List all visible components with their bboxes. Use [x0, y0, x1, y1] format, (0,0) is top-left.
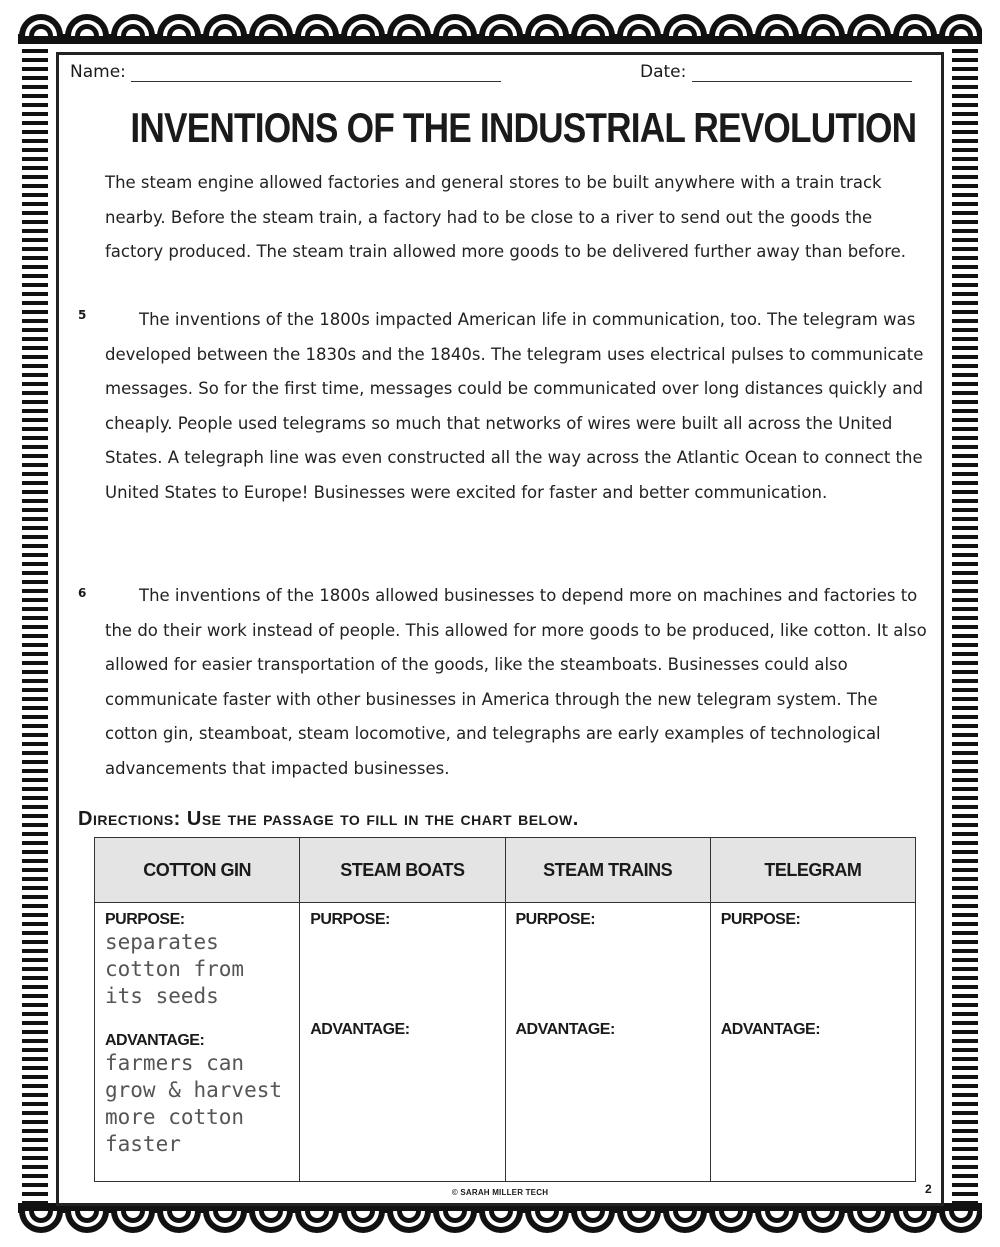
advantage-label: ADVANTAGE: [310, 1021, 410, 1038]
page-title: INVENTIONS OF THE INDUSTRIAL REVOLUTION [130, 104, 917, 151]
purpose-label: PURPOSE: [310, 911, 390, 928]
date-field[interactable] [640, 62, 912, 82]
purpose-label: PURPOSE: [720, 911, 801, 928]
paragraph-text: The inventions of the 1800s impacted American life in communication, too. The telegram was developed between the 1830s and the 1840s. The telegram uses electrical pulses to communicate messages. So for the first time, messages could be communicated over long distances quickly and cheaply. People used telegrams so much that networks of wires were built all across the United States. A telegraph line was even constructed all the way across the Atlantic Ocean to connect the United States to Europe! Businesses were excited for faster and better communication. [105, 310, 924, 502]
cell-cotton-gin[interactable] [95, 903, 300, 1182]
inventions-chart [94, 837, 916, 1182]
paragraph-number: 6 [78, 586, 87, 600]
cell-steam-trains[interactable] [505, 903, 710, 1182]
decorative-border-bottom [18, 1203, 982, 1243]
purpose-label: PURPOSE: [105, 911, 185, 928]
decorative-border-left [20, 40, 50, 1208]
copyright-notice: © SARAH MILLER TECH [451, 1188, 549, 1197]
decorative-border-right [950, 40, 980, 1208]
cotton-gin-advantage-answer[interactable]: farmers can grow & harvest more cotton faster [105, 1051, 283, 1156]
column-header-telegram: TELEGRAM [710, 838, 915, 903]
advantage-label: ADVANTAGE: [515, 1021, 615, 1038]
column-header-cotton-gin: COTTON GIN [95, 838, 300, 903]
paragraph-businesses [105, 579, 935, 786]
purpose-label: PURPOSE: [515, 911, 596, 928]
paragraph-communication [105, 303, 935, 510]
date-blank[interactable] [692, 65, 912, 82]
decorative-border-top [18, 4, 982, 44]
column-header-steam-trains: STEAM TRAINS [505, 838, 710, 903]
page-number: 2 [925, 1182, 932, 1196]
cell-telegram[interactable] [710, 903, 915, 1182]
advantage-label: ADVANTAGE: [720, 1021, 821, 1038]
directions-heading: Directions: Use the passage to fill in the chart below. [78, 808, 579, 830]
paragraph-text: The inventions of the 1800s allowed businesses to depend more on machines and factories to the do their work instead of people. This allowed for more goods to be produced, like cotton. It also allowed for easier transportation of the goods, like the steamboats. Businesses could also communicate faster with other businesses in America through the new telegram system. The cotton gin, steamboat, steam locomotive, and telegraphs are early examples of technological advancements that impacted businesses. [105, 586, 927, 778]
advantage-label: ADVANTAGE: [105, 1032, 205, 1049]
cotton-gin-purpose-answer[interactable]: separates cotton from its seeds [105, 930, 245, 1008]
cell-steam-boats[interactable] [300, 903, 505, 1182]
name-field[interactable] [70, 62, 501, 82]
name-label: Name: [70, 62, 126, 82]
name-blank[interactable] [131, 65, 501, 82]
column-header-steam-boats: STEAM BOATS [300, 838, 505, 903]
paragraph-steam-engine: The steam engine allowed factories and general stores to be built anywhere with a train track nearby. Before the steam train, a factory had to be close to a river to send out the goods the factory produced. The steam train allowed more goods to be delivered further away than before. [105, 173, 907, 261]
paragraph-number: 5 [78, 308, 87, 322]
date-label: Date: [640, 62, 687, 82]
